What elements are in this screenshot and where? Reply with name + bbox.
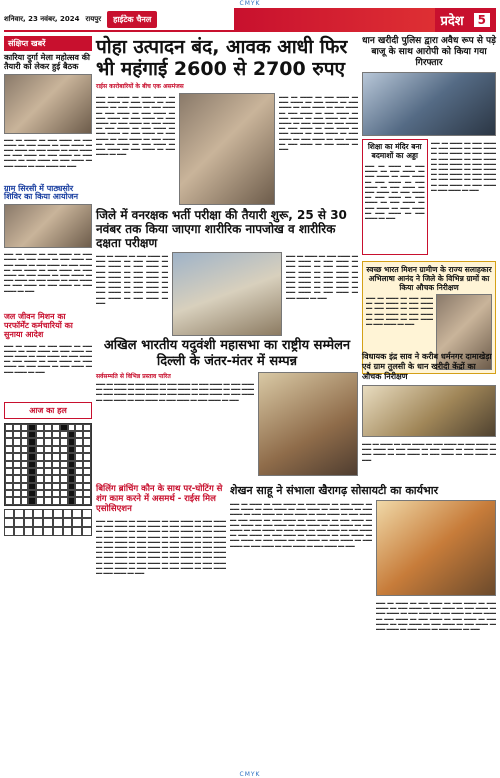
crossword-cell: [60, 497, 68, 504]
sudoku-cell: [24, 518, 34, 527]
sudoku-cell: [4, 527, 14, 536]
crossword-cell: [36, 468, 44, 475]
crossword-cell: [44, 424, 52, 431]
crossword-cell: [36, 475, 44, 482]
sudoku-cell: [63, 527, 73, 536]
crossword-cell: [5, 483, 13, 490]
crossword-cell: [52, 475, 60, 482]
forest-guard-headline: जिले में वनरक्षक भर्ती परीक्षा की तैयारी शुरू, 25 से 30 नवंबर तक किया जाएगा शारीरिक नापजोख व शारीरिक दक्षता परीक्षण: [96, 208, 347, 250]
crossword-cell: [28, 468, 36, 475]
crossword-cell: [75, 446, 83, 453]
sudoku-cell: [33, 518, 43, 527]
story-text-column: ▂▂▂ ▂▂ ▂▂▂▂ ▂▂ ▂▂▂ ▂▂▂▂ ▂▂ ▂▂▂ ▂▂▂▂ ▂▂ ▂▂▂ ▂▂▂▂ ▂▂ ▂▂▂ ▂▂▂▂ ▂▂ ▂▂▂ ▂▂▂▂ ▂▂ ▂▂▂ ▂▂▂▂ ▂▂ ▂▂▂ ▂▂▂▂ ▂▂ ▂▂▂ ▂▂▂▂ ▂▂ ▂▂▂ ▂▂▂▂ ▂▂ ▂▂▂ ▂▂▂▂ ▂▂ ▂▂▂ ▂▂▂▂ ▂▂ ▂▂▂ ▂▂▂▂ ▂▂ ▂▂▂ ▂▂▂▂ ▂▂ ▂▂▂ ▂▂▂▂ ▂▂ ▂▂▂ ▂▂▂▂ ▂▂ ▂▂▂ ▂▂▂▂ ▂▂ ▂▂▂ ▂▂▂▂ ▂▂ ▂▂▂ ▂▂▂▂ ▂▂ ▂▂▂: [96, 380, 254, 401]
crossword-cell: [5, 431, 13, 438]
sahu-story: [230, 484, 496, 738]
crossword-cell: [21, 431, 29, 438]
crossword-cell: [5, 438, 13, 445]
crossword-cell: [13, 475, 21, 482]
rice-mill-story: [96, 484, 226, 767]
crossword-cell: [83, 438, 91, 445]
school-story-box: [362, 139, 428, 255]
story-text-column: ▂▂▂ ▂▂ ▂▂▂▂ ▂▂ ▂▂▂ ▂▂▂▂ ▂▂ ▂▂▂ ▂▂▂▂ ▂▂ ▂▂▂ ▂▂▂▂ ▂▂ ▂▂▂ ▂▂▂▂ ▂▂ ▂▂▂ ▂▂▂▂ ▂▂ ▂▂▂ ▂▂▂▂ ▂▂ ▂▂▂ ▂▂▂▂ ▂▂ ▂▂▂ ▂▂▂▂ ▂▂ ▂▂▂ ▂▂▂▂ ▂▂ ▂▂▂ ▂▂▂▂ ▂▂ ▂▂▂ ▂▂▂▂ ▂▂ ▂▂▂: [362, 440, 496, 461]
school-headline: शिक्षा का मंदिर बना बदमाशों का अड्डा: [367, 142, 422, 160]
story-text-column: ▂▂▂ ▂▂ ▂▂▂▂ ▂▂ ▂▂▂ ▂▂▂▂ ▂▂ ▂▂▂ ▂▂▂▂ ▂▂ ▂▂▂ ▂▂▂▂ ▂▂ ▂▂▂ ▂▂▂▂ ▂▂ ▂▂▂ ▂▂▂▂ ▂▂ ▂▂▂ ▂▂▂▂ ▂▂ ▂▂▂ ▂▂▂▂ ▂▂ ▂▂▂ ▂▂▂▂ ▂▂ ▂▂▂ ▂▂▂▂ ▂▂ ▂▂▂ ▂▂▂▂ ▂▂ ▂▂▂: [366, 294, 433, 326]
brief-body-text: ▂▂▂ ▂▂ ▂▂▂▂ ▂▂ ▂▂▂ ▂▂▂▂ ▂▂ ▂▂▂ ▂▂▂▂ ▂▂ ▂▂▂ ▂▂▂▂ ▂▂ ▂▂▂ ▂▂▂▂ ▂▂ ▂▂▂ ▂▂▂▂ ▂▂ ▂▂▂ ▂▂▂▂ ▂▂ ▂▂▂ ▂▂▂▂ ▂▂ ▂▂▂ ▂▂▂▂ ▂▂ ▂▂▂ ▂▂▂▂ ▂▂ ▂▂▂ ▂▂▂▂ ▂▂ ▂▂▂ ▂▂▂▂ ▂▂ ▂▂▂ ▂▂▂▂ ▂▂ ▂▂▂ ▂▂▂▂ ▂▂ ▂▂▂ ▂▂▂▂ ▂▂ ▂▂▂: [4, 135, 92, 167]
crossword-cell: [36, 490, 44, 497]
crossword-cell: [5, 490, 13, 497]
masthead-brand: हाईटेक चैनल: [107, 11, 157, 28]
crossword-cell: [68, 461, 76, 468]
crossword-cell: [13, 453, 21, 460]
crossword-cell: [52, 497, 60, 504]
section-title: प्रदेश: [440, 14, 464, 29]
crossword-cell: [13, 461, 21, 468]
crossword-cell: [36, 431, 44, 438]
crossword-cell: [83, 446, 91, 453]
crossword-cell: [28, 475, 36, 482]
story-text-column: ▂▂▂ ▂▂ ▂▂▂▂ ▂▂ ▂▂▂ ▂▂▂▂ ▂▂ ▂▂▂ ▂▂▂▂ ▂▂ ▂▂▂ ▂▂▂▂ ▂▂ ▂▂▂ ▂▂▂▂ ▂▂ ▂▂▂ ▂▂▂▂ ▂▂ ▂▂▂ ▂▂▂▂ ▂▂ ▂▂▂ ▂▂▂▂ ▂▂ ▂▂▂ ▂▂▂▂ ▂▂ ▂▂▂ ▂▂▂▂ ▂▂ ▂▂▂ ▂▂▂▂ ▂▂ ▂▂▂ ▂▂▂▂ ▂▂ ▂▂▂ ▂▂▂▂ ▂▂ ▂▂▂ ▂▂▂▂ ▂▂ ▂▂▂ ▂▂▂▂ ▂▂ ▂▂▂ ▂▂▂▂ ▂▂ ▂▂▂ ▂▂▂▂ ▂▂ ▂▂▂ ▂▂▂▂ ▂▂ ▂▂▂ ▂▂▂▂ ▂▂ ▂▂▂: [430, 139, 496, 191]
crossword-cell: [52, 438, 60, 445]
crossword-cell: [68, 468, 76, 475]
crossword-cell: [36, 424, 44, 431]
sudoku-cell: [82, 527, 92, 536]
brief-headline: जल जीवन मिशन का परफॉर्मेंट कर्मचारियों का सुनाया आदेश: [4, 312, 73, 339]
brief-body-text: ▂▂▂ ▂▂ ▂▂▂▂ ▂▂ ▂▂▂ ▂▂▂▂ ▂▂ ▂▂▂ ▂▂▂▂ ▂▂ ▂▂▂ ▂▂▂▂ ▂▂ ▂▂▂ ▂▂▂▂ ▂▂ ▂▂▂ ▂▂▂▂ ▂▂ ▂▂▂ ▂▂▂▂ ▂▂ ▂▂▂ ▂▂▂▂ ▂▂ ▂▂▂ ▂▂▂▂ ▂▂ ▂▂▂ ▂▂▂▂ ▂▂ ▂▂▂ ▂▂▂▂ ▂▂ ▂▂▂ ▂▂▂▂ ▂▂ ▂▂▂ ▂▂▂▂ ▂▂ ▂▂▂ ▂▂▂▂ ▂▂ ▂▂▂: [4, 341, 92, 373]
yaduvanshi-photo: [258, 372, 358, 476]
crossword-cell: [68, 497, 76, 504]
crossword-cell: [52, 468, 60, 475]
crossword-cell: [60, 446, 68, 453]
crossword-cell: [21, 424, 29, 431]
crossword-cell: [36, 446, 44, 453]
sudoku-cell: [63, 518, 73, 527]
crossword-cell: [36, 453, 44, 460]
crossword-cell: [21, 461, 29, 468]
story-text-column: ▂▂▂ ▂▂ ▂▂▂▂ ▂▂ ▂▂▂ ▂▂▂▂ ▂▂ ▂▂▂ ▂▂▂▂ ▂▂ ▂▂▂ ▂▂▂▂ ▂▂ ▂▂▂ ▂▂▂▂ ▂▂ ▂▂▂ ▂▂▂▂ ▂▂ ▂▂▂ ▂▂▂▂ ▂▂ ▂▂▂ ▂▂▂▂ ▂▂ ▂▂▂ ▂▂▂▂ ▂▂ ▂▂▂ ▂▂▂▂ ▂▂ ▂▂▂ ▂▂▂▂ ▂▂ ▂▂▂ ▂▂▂▂ ▂▂ ▂▂▂ ▂▂▂▂ ▂▂ ▂▂▂ ▂▂▂▂ ▂▂ ▂▂▂ ▂▂▂▂ ▂▂ ▂▂▂ ▂▂▂▂ ▂▂ ▂▂▂ ▂▂▂▂ ▂▂ ▂▂▂: [286, 252, 358, 299]
crossword-cell: [60, 431, 68, 438]
crossword-cell: [75, 461, 83, 468]
sudoku-cell: [43, 527, 53, 536]
crossword-cell: [60, 483, 68, 490]
crossword-cell: [83, 424, 91, 431]
crossword-cell: [13, 497, 21, 504]
crossword-cell: [36, 461, 44, 468]
crossword-cell: [52, 483, 60, 490]
crossword-cell: [21, 490, 29, 497]
crossword-cell: [21, 453, 29, 460]
masthead-city: रायपुर: [85, 14, 102, 23]
crossword-cell: [21, 468, 29, 475]
sudoku-cell: [4, 509, 14, 518]
crossword-cell: [83, 431, 91, 438]
sudoku-cell: [53, 527, 63, 536]
crossword-cell: [28, 490, 36, 497]
crossword-cell: [75, 475, 83, 482]
sudoku-cell: [33, 509, 43, 518]
crossword-cell: [36, 483, 44, 490]
crossword-cell: [68, 475, 76, 482]
right-column: [362, 36, 496, 374]
crossword-cell: [68, 438, 76, 445]
briefs-title: संक्षिप्त खबरें: [4, 36, 92, 51]
puzzle-title: आज का हल: [4, 402, 92, 419]
crossword-cell: [75, 468, 83, 475]
crossword-cell: [83, 461, 91, 468]
crossword-cell: [44, 453, 52, 460]
crossword-cell: [83, 490, 91, 497]
crossword-cell: [60, 424, 68, 431]
crossword-cell: [5, 446, 13, 453]
sudoku-cell: [72, 527, 82, 536]
page-number: 5: [474, 13, 490, 27]
crossword-cell: [75, 497, 83, 504]
sudoku-cell: [72, 518, 82, 527]
mla-headline: विधायक इंद्र साव ने करीब धर्मनगर दामाखेड़ा एवं ग्राम तुलसी के धान खरीदी केंद्रों का औचक निरीक्षण: [362, 352, 492, 381]
lead-photo: [179, 93, 275, 205]
crossword-cell: [28, 424, 36, 431]
crossword-cell: [52, 431, 60, 438]
crossword-cell: [5, 461, 13, 468]
crossword-cell: [21, 475, 29, 482]
crossword-cell: [83, 497, 91, 504]
sudoku-cell: [14, 527, 24, 536]
yaduvanshi-subhead: सर्वसम्मति से विभिन्न प्रस्ताव पारित: [96, 373, 171, 380]
crossword-cell: [44, 461, 52, 468]
crossword-cell: [52, 446, 60, 453]
crossword-cell: [44, 497, 52, 504]
brief-photo: [4, 204, 92, 248]
crossword-cell: [36, 438, 44, 445]
forest-guard-photo: [172, 252, 282, 336]
story-text-column: ▂▂▂ ▂▂ ▂▂▂▂ ▂▂ ▂▂▂ ▂▂▂▂ ▂▂ ▂▂▂ ▂▂▂▂ ▂▂ ▂▂▂ ▂▂▂▂ ▂▂ ▂▂▂ ▂▂▂▂ ▂▂ ▂▂▂ ▂▂▂▂ ▂▂ ▂▂▂ ▂▂▂▂ ▂▂ ▂▂▂ ▂▂▂▂ ▂▂ ▂▂▂ ▂▂▂▂ ▂▂ ▂▂▂ ▂▂▂▂ ▂▂ ▂▂▂ ▂▂▂▂ ▂▂ ▂▂▂ ▂▂▂▂ ▂▂ ▂▂▂ ▂▂▂▂ ▂▂ ▂▂▂ ▂▂▂▂ ▂▂ ▂▂▂ ▂▂▂▂ ▂▂ ▂▂▂ ▂▂▂▂ ▂▂ ▂▂▂ ▂▂▂▂ ▂▂ ▂▂▂ ▂▂▂▂ ▂▂ ▂▂▂ ▂▂▂▂ ▂▂ ▂▂▂ ▂▂▂▂ ▂▂ ▂▂▂ ▂▂▂▂ ▂▂ ▂▂▂ ▂▂▂▂ ▂▂ ▂▂▂ ▂▂▂▂ ▂▂ ▂▂▂ ▂▂▂▂ ▂▂ ▂▂▂ ▂▂▂▂ ▂▂ ▂▂▂ ▂▂▂▂ ▂▂ ▂▂▂ ▂▂▂▂ ▂▂ ▂▂▂ ▂▂▂▂ ▂▂ ▂▂▂ ▂▂▂▂ ▂▂ ▂▂▂ ▂▂▂▂ ▂▂ ▂▂▂ ▂▂▂▂ ▂▂ ▂▂▂ ▂▂▂▂ ▂▂ ▂▂▂ ▂▂▂▂ ▂▂ ▂▂▂ ▂▂▂▂ ▂▂ ▂▂▂ ▂▂▂▂ ▂▂ ▂▂▂ ▂▂▂▂ ▂▂ ▂▂▂ ▂▂▂▂ ▂▂ ▂▂▂ ▂▂▂▂ ▂▂ ▂▂▂: [230, 500, 372, 547]
sudoku-cell: [43, 509, 53, 518]
crossword-cell: [5, 475, 13, 482]
crossword-cell: [83, 483, 91, 490]
crossword-cell: [21, 438, 29, 445]
police-photo: [362, 72, 496, 136]
sudoku-cell: [4, 518, 14, 527]
lead-body: [96, 93, 358, 205]
sudoku-cell: [53, 518, 63, 527]
masthead: [4, 8, 496, 32]
crossword-cell: [44, 468, 52, 475]
crossword-cell: [13, 483, 21, 490]
lead-text-column: ▂▂▂ ▂▂ ▂▂▂▂ ▂▂ ▂▂▂ ▂▂▂▂ ▂▂ ▂▂▂ ▂▂▂▂ ▂▂ ▂▂▂ ▂▂▂▂ ▂▂ ▂▂▂ ▂▂▂▂ ▂▂ ▂▂▂ ▂▂▂▂ ▂▂ ▂▂▂ ▂▂▂▂ ▂▂ ▂▂▂ ▂▂▂▂ ▂▂ ▂▂▂ ▂▂▂▂ ▂▂ ▂▂▂ ▂▂▂▂ ▂▂ ▂▂▂ ▂▂▂▂ ▂▂ ▂▂▂ ▂▂▂▂ ▂▂ ▂▂▂ ▂▂▂▂ ▂▂ ▂▂▂ ▂▂▂▂ ▂▂ ▂▂▂ ▂▂▂▂ ▂▂ ▂▂▂ ▂▂▂▂ ▂▂ ▂▂▂ ▂▂▂▂ ▂▂ ▂▂▂ ▂▂▂▂ ▂▂ ▂▂▂ ▂▂▂▂ ▂▂ ▂▂▂ ▂▂▂▂ ▂▂ ▂▂▂ ▂▂▂▂ ▂▂ ▂▂▂ ▂▂▂▂ ▂▂ ▂▂▂ ▂▂▂▂ ▂▂ ▂▂▂ ▂▂▂▂ ▂▂ ▂▂▂ ▂▂▂▂ ▂▂ ▂▂▂ ▂▂▂▂ ▂▂ ▂▂▂: [96, 93, 175, 156]
crossword-cell: [44, 438, 52, 445]
crossword-cell: [21, 483, 29, 490]
crossword-cell: [5, 468, 13, 475]
mla-photo: [362, 385, 496, 437]
crossword-cell: [52, 424, 60, 431]
sudoku-cell: [33, 527, 43, 536]
crossword-cell: [13, 490, 21, 497]
crossword-cell: [21, 497, 29, 504]
crossword-cell: [13, 446, 21, 453]
crossword-cell: [68, 424, 76, 431]
lead-headline: पोहा उत्पादन बंद, आवक आधी फिर भी महंगाई 2600 से 2700 रुपए: [96, 36, 348, 80]
yaduvanshi-story: [96, 338, 358, 476]
police-arrest-headline: धान खरीदी पुलिस द्वारा अवैध रूप से पड़े बाजू के साथ आरोपी को किया गया गिरफ्तार: [362, 36, 496, 68]
swachh-headline: स्वच्छ भारत मिशन ग्रामीण के राज्य सलाहकार अभिलाषा आनंद ने जिले के विभिन्न ग्रामों का किया औचक निरीक्षण: [366, 265, 492, 292]
crossword-cell: [44, 446, 52, 453]
sudoku-cell: [53, 509, 63, 518]
masthead-date: शनिवार, 23 नवंबर, 2024: [4, 14, 80, 23]
brief-body-text: ▂▂▂ ▂▂ ▂▂▂▂ ▂▂ ▂▂▂ ▂▂▂▂ ▂▂ ▂▂▂ ▂▂▂▂ ▂▂ ▂▂▂ ▂▂▂▂ ▂▂ ▂▂▂ ▂▂▂▂ ▂▂ ▂▂▂ ▂▂▂▂ ▂▂ ▂▂▂ ▂▂▂▂ ▂▂ ▂▂▂ ▂▂▂▂ ▂▂ ▂▂▂ ▂▂▂▂ ▂▂ ▂▂▂ ▂▂▂▂ ▂▂ ▂▂▂ ▂▂▂▂ ▂▂ ▂▂▂ ▂▂▂▂ ▂▂ ▂▂▂ ▂▂▂▂ ▂▂ ▂▂▂ ▂▂▂▂ ▂▂ ▂▂▂ ▂▂▂▂ ▂▂ ▂▂▂ ▂▂▂▂ ▂▂ ▂▂▂ ▂▂▂▂ ▂▂ ▂▂▂ ▂▂▂▂ ▂▂ ▂▂▂ ▂▂▂▂ ▂▂ ▂▂▂: [4, 250, 92, 292]
crossword-cell: [44, 475, 52, 482]
crossword-cell: [83, 468, 91, 475]
crossword-cell: [83, 475, 91, 482]
brief-photo: [4, 74, 92, 134]
crossword-cell: [75, 490, 83, 497]
crossword-cell: [28, 446, 36, 453]
lead-text-column: ▂▂▂ ▂▂ ▂▂▂▂ ▂▂ ▂▂▂ ▂▂▂▂ ▂▂ ▂▂▂ ▂▂▂▂ ▂▂ ▂▂▂ ▂▂▂▂ ▂▂ ▂▂▂ ▂▂▂▂ ▂▂ ▂▂▂ ▂▂▂▂ ▂▂ ▂▂▂ ▂▂▂▂ ▂▂ ▂▂▂ ▂▂▂▂ ▂▂ ▂▂▂ ▂▂▂▂ ▂▂ ▂▂▂ ▂▂▂▂ ▂▂ ▂▂▂ ▂▂▂▂ ▂▂ ▂▂▂ ▂▂▂▂ ▂▂ ▂▂▂ ▂▂▂▂ ▂▂ ▂▂▂ ▂▂▂▂ ▂▂ ▂▂▂ ▂▂▂▂ ▂▂ ▂▂▂ ▂▂▂▂ ▂▂ ▂▂▂ ▂▂▂▂ ▂▂ ▂▂▂ ▂▂▂▂ ▂▂ ▂▂▂ ▂▂▂▂ ▂▂ ▂▂▂ ▂▂▂▂ ▂▂ ▂▂▂ ▂▂▂▂ ▂▂ ▂▂▂ ▂▂▂▂ ▂▂ ▂▂▂ ▂▂▂▂ ▂▂ ▂▂▂: [279, 93, 358, 151]
crossword-cell: [13, 431, 21, 438]
crossword-cell: [36, 497, 44, 504]
left-column: [4, 36, 92, 536]
crossword-cell: [5, 497, 13, 504]
sudoku-cell: [63, 509, 73, 518]
crossword-cell: [68, 453, 76, 460]
crossword-cell: [68, 446, 76, 453]
crossword-cell: [44, 490, 52, 497]
sudoku-cell: [24, 509, 34, 518]
brief-headline: ग्राम सिरसी में पाठ्यसोर शिविर का किया आयोजन: [4, 183, 79, 202]
crossword-cell: [13, 438, 21, 445]
crossword-cell: [60, 490, 68, 497]
rice-mill-headline: बिलिंग ब्रांचिंग कौन के साथ पर-घोटिंग से शंग काम करने में असमर्थ - राईस मिल एसोसिएशन: [96, 484, 223, 514]
story-text-column: ▂▂▂ ▂▂ ▂▂▂▂ ▂▂ ▂▂▂ ▂▂▂▂ ▂▂ ▂▂▂ ▂▂▂▂ ▂▂ ▂▂▂ ▂▂▂▂ ▂▂ ▂▂▂ ▂▂▂▂ ▂▂ ▂▂▂ ▂▂▂▂ ▂▂ ▂▂▂ ▂▂▂▂ ▂▂ ▂▂▂ ▂▂▂▂ ▂▂ ▂▂▂ ▂▂▂▂ ▂▂ ▂▂▂ ▂▂▂▂ ▂▂ ▂▂▂ ▂▂▂▂ ▂▂ ▂▂▂ ▂▂▂▂ ▂▂ ▂▂▂ ▂▂▂▂ ▂▂ ▂▂▂ ▂▂▂▂ ▂▂ ▂▂▂ ▂▂▂▂ ▂▂ ▂▂▂ ▂▂▂▂ ▂▂ ▂▂▂ ▂▂▂▂ ▂▂ ▂▂▂ ▂▂▂▂ ▂▂ ▂▂▂ ▂▂▂▂ ▂▂ ▂▂▂ ▂▂▂▂ ▂▂ ▂▂▂ ▂▂▂▂ ▂▂ ▂▂▂: [376, 599, 496, 631]
crossword-cell: [28, 461, 36, 468]
sahu-headline: शेखन साहू ने संभाला खैरागढ़ सोसायटी का कार्यभार: [230, 484, 439, 497]
crossword-cell: [5, 453, 13, 460]
crossword-cell: [75, 483, 83, 490]
crossword-cell: [13, 424, 21, 431]
crossword-cell: [68, 483, 76, 490]
lead-kicker: राईस कारोबारियों के बीच एक असमंजस: [96, 83, 184, 90]
sudoku-cell: [14, 509, 24, 518]
crossword-cell: [5, 424, 13, 431]
story-text-column: ▂▂▂ ▂▂ ▂▂▂▂ ▂▂ ▂▂▂ ▂▂▂▂ ▂▂ ▂▂▂ ▂▂▂▂ ▂▂ ▂▂▂ ▂▂▂▂ ▂▂ ▂▂▂ ▂▂▂▂ ▂▂ ▂▂▂ ▂▂▂▂ ▂▂ ▂▂▂ ▂▂▂▂ ▂▂ ▂▂▂ ▂▂▂▂ ▂▂ ▂▂▂ ▂▂▂▂ ▂▂ ▂▂▂ ▂▂▂▂ ▂▂ ▂▂▂ ▂▂▂▂ ▂▂ ▂▂▂ ▂▂▂▂ ▂▂ ▂▂▂ ▂▂▂▂ ▂▂ ▂▂▂ ▂▂▂▂ ▂▂ ▂▂▂ ▂▂▂▂ ▂▂ ▂▂▂ ▂▂▂▂ ▂▂ ▂▂▂ ▂▂▂▂ ▂▂ ▂▂▂ ▂▂▂▂ ▂▂ ▂▂▂ ▂▂▂▂ ▂▂ ▂▂▂ ▂▂▂▂ ▂▂ ▂▂▂ ▂▂▂▂ ▂▂ ▂▂▂ ▂▂▂▂ ▂▂ ▂▂▂ ▂▂▂▂ ▂▂ ▂▂▂ ▂▂▂▂ ▂▂ ▂▂▂ ▂▂▂▂ ▂▂ ▂▂▂ ▂▂▂▂ ▂▂ ▂▂▂ ▂▂▂▂ ▂▂ ▂▂▂ ▂▂▂▂ ▂▂ ▂▂▂ ▂▂▂▂ ▂▂ ▂▂▂ ▂▂▂▂ ▂▂ ▂▂▂ ▂▂▂▂ ▂▂ ▂▂▂ ▂▂▂▂ ▂▂ ▂▂▂ ▂▂▂▂ ▂▂ ▂▂▂ ▂▂▂▂ ▂▂ ▂▂▂ ▂▂▂▂ ▂▂ ▂▂▂ ▂▂▂▂ ▂▂ ▂▂▂ ▂▂▂▂ ▂▂ ▂▂▂ ▂▂▂▂ ▂▂ ▂▂▂ ▂▂▂▂ ▂▂ ▂▂▂ ▂▂▂▂ ▂▂ ▂▂▂ ▂▂▂▂ ▂▂ ▂▂▂: [96, 517, 226, 575]
section-label: [435, 8, 497, 32]
brief-headline: कारिया दुर्गा मेला महोत्सव की तैयारी को लेकर हुई बैठक: [4, 53, 90, 71]
sudoku-cell: [14, 518, 24, 527]
crossword-cell: [75, 431, 83, 438]
masthead-left: [4, 8, 234, 32]
crossword-cell: [44, 431, 52, 438]
crossword-cell: [52, 490, 60, 497]
crossword-cell: [44, 483, 52, 490]
crossword-cell: [28, 483, 36, 490]
crossword-cell: [68, 431, 76, 438]
crossword-cell: [60, 475, 68, 482]
crossword-cell: [60, 438, 68, 445]
story-text-column: ▂▂▂ ▂▂ ▂▂▂▂ ▂▂ ▂▂▂ ▂▂▂▂ ▂▂ ▂▂▂ ▂▂▂▂ ▂▂ ▂▂▂ ▂▂▂▂ ▂▂ ▂▂▂ ▂▂▂▂ ▂▂ ▂▂▂ ▂▂▂▂ ▂▂ ▂▂▂ ▂▂▂▂ ▂▂ ▂▂▂ ▂▂▂▂ ▂▂ ▂▂▂ ▂▂▂▂ ▂▂ ▂▂▂ ▂▂▂▂ ▂▂ ▂▂▂ ▂▂▂▂ ▂▂ ▂▂▂ ▂▂▂▂ ▂▂ ▂▂▂ ▂▂▂▂ ▂▂ ▂▂▂ ▂▂▂▂ ▂▂ ▂▂▂ ▂▂▂▂ ▂▂ ▂▂▂ ▂▂▂▂ ▂▂ ▂▂▂ ▂▂▂▂ ▂▂ ▂▂▂ ▂▂▂▂ ▂▂ ▂▂▂: [96, 252, 168, 304]
sahu-photo: [376, 500, 496, 596]
crossword-cell: [13, 468, 21, 475]
crossword-cell: [52, 453, 60, 460]
sudoku-cell: [82, 518, 92, 527]
crossword-cell: [21, 446, 29, 453]
crossword-cell: [60, 453, 68, 460]
crossword-cell: [28, 438, 36, 445]
crossword-cell: [28, 497, 36, 504]
crossword-cell: [75, 453, 83, 460]
print-registration-mark: CMYK: [239, 771, 261, 778]
crossword-cell: [68, 490, 76, 497]
sudoku-cell: [43, 518, 53, 527]
crossword-cell: [75, 424, 83, 431]
crossword-grid: [4, 423, 92, 506]
sudoku-cell: [72, 509, 82, 518]
sudoku-cell: [24, 527, 34, 536]
crossword-cell: [28, 453, 36, 460]
sudoku-cell: [82, 509, 92, 518]
crossword-cell: [60, 468, 68, 475]
crossword-cell: [75, 438, 83, 445]
crossword-cell: [28, 431, 36, 438]
print-registration-mark: CMYK: [239, 0, 261, 7]
story-text-column: ▂▂▂ ▂▂ ▂▂▂▂ ▂▂ ▂▂▂ ▂▂▂▂ ▂▂ ▂▂▂ ▂▂▂▂ ▂▂ ▂▂▂ ▂▂▂▂ ▂▂ ▂▂▂ ▂▂▂▂ ▂▂ ▂▂▂ ▂▂▂▂ ▂▂ ▂▂▂ ▂▂▂▂ ▂▂ ▂▂▂ ▂▂▂▂ ▂▂ ▂▂▂ ▂▂▂▂ ▂▂ ▂▂▂ ▂▂▂▂ ▂▂ ▂▂▂ ▂▂▂▂ ▂▂ ▂▂▂ ▂▂▂▂ ▂▂ ▂▂▂ ▂▂▂▂ ▂▂ ▂▂▂ ▂▂▂▂ ▂▂ ▂▂▂ ▂▂▂▂ ▂▂ ▂▂▂ ▂▂▂▂ ▂▂ ▂▂▂ ▂▂▂▂ ▂▂ ▂▂▂: [365, 162, 425, 220]
crossword-cell: [52, 461, 60, 468]
forest-guard-body: [96, 252, 358, 336]
mla-inspection-story: [362, 352, 496, 504]
sudoku-grid: [4, 509, 92, 536]
yaduvanshi-headline: अखिल भारतीय यदुवंशी महासभा का राष्ट्रीय सम्मेलन दिल्ली के जंतर-मंतर में सम्पन्न: [103, 338, 351, 369]
lead-story: [96, 36, 358, 205]
crossword-cell: [83, 453, 91, 460]
crossword-cell: [60, 461, 68, 468]
